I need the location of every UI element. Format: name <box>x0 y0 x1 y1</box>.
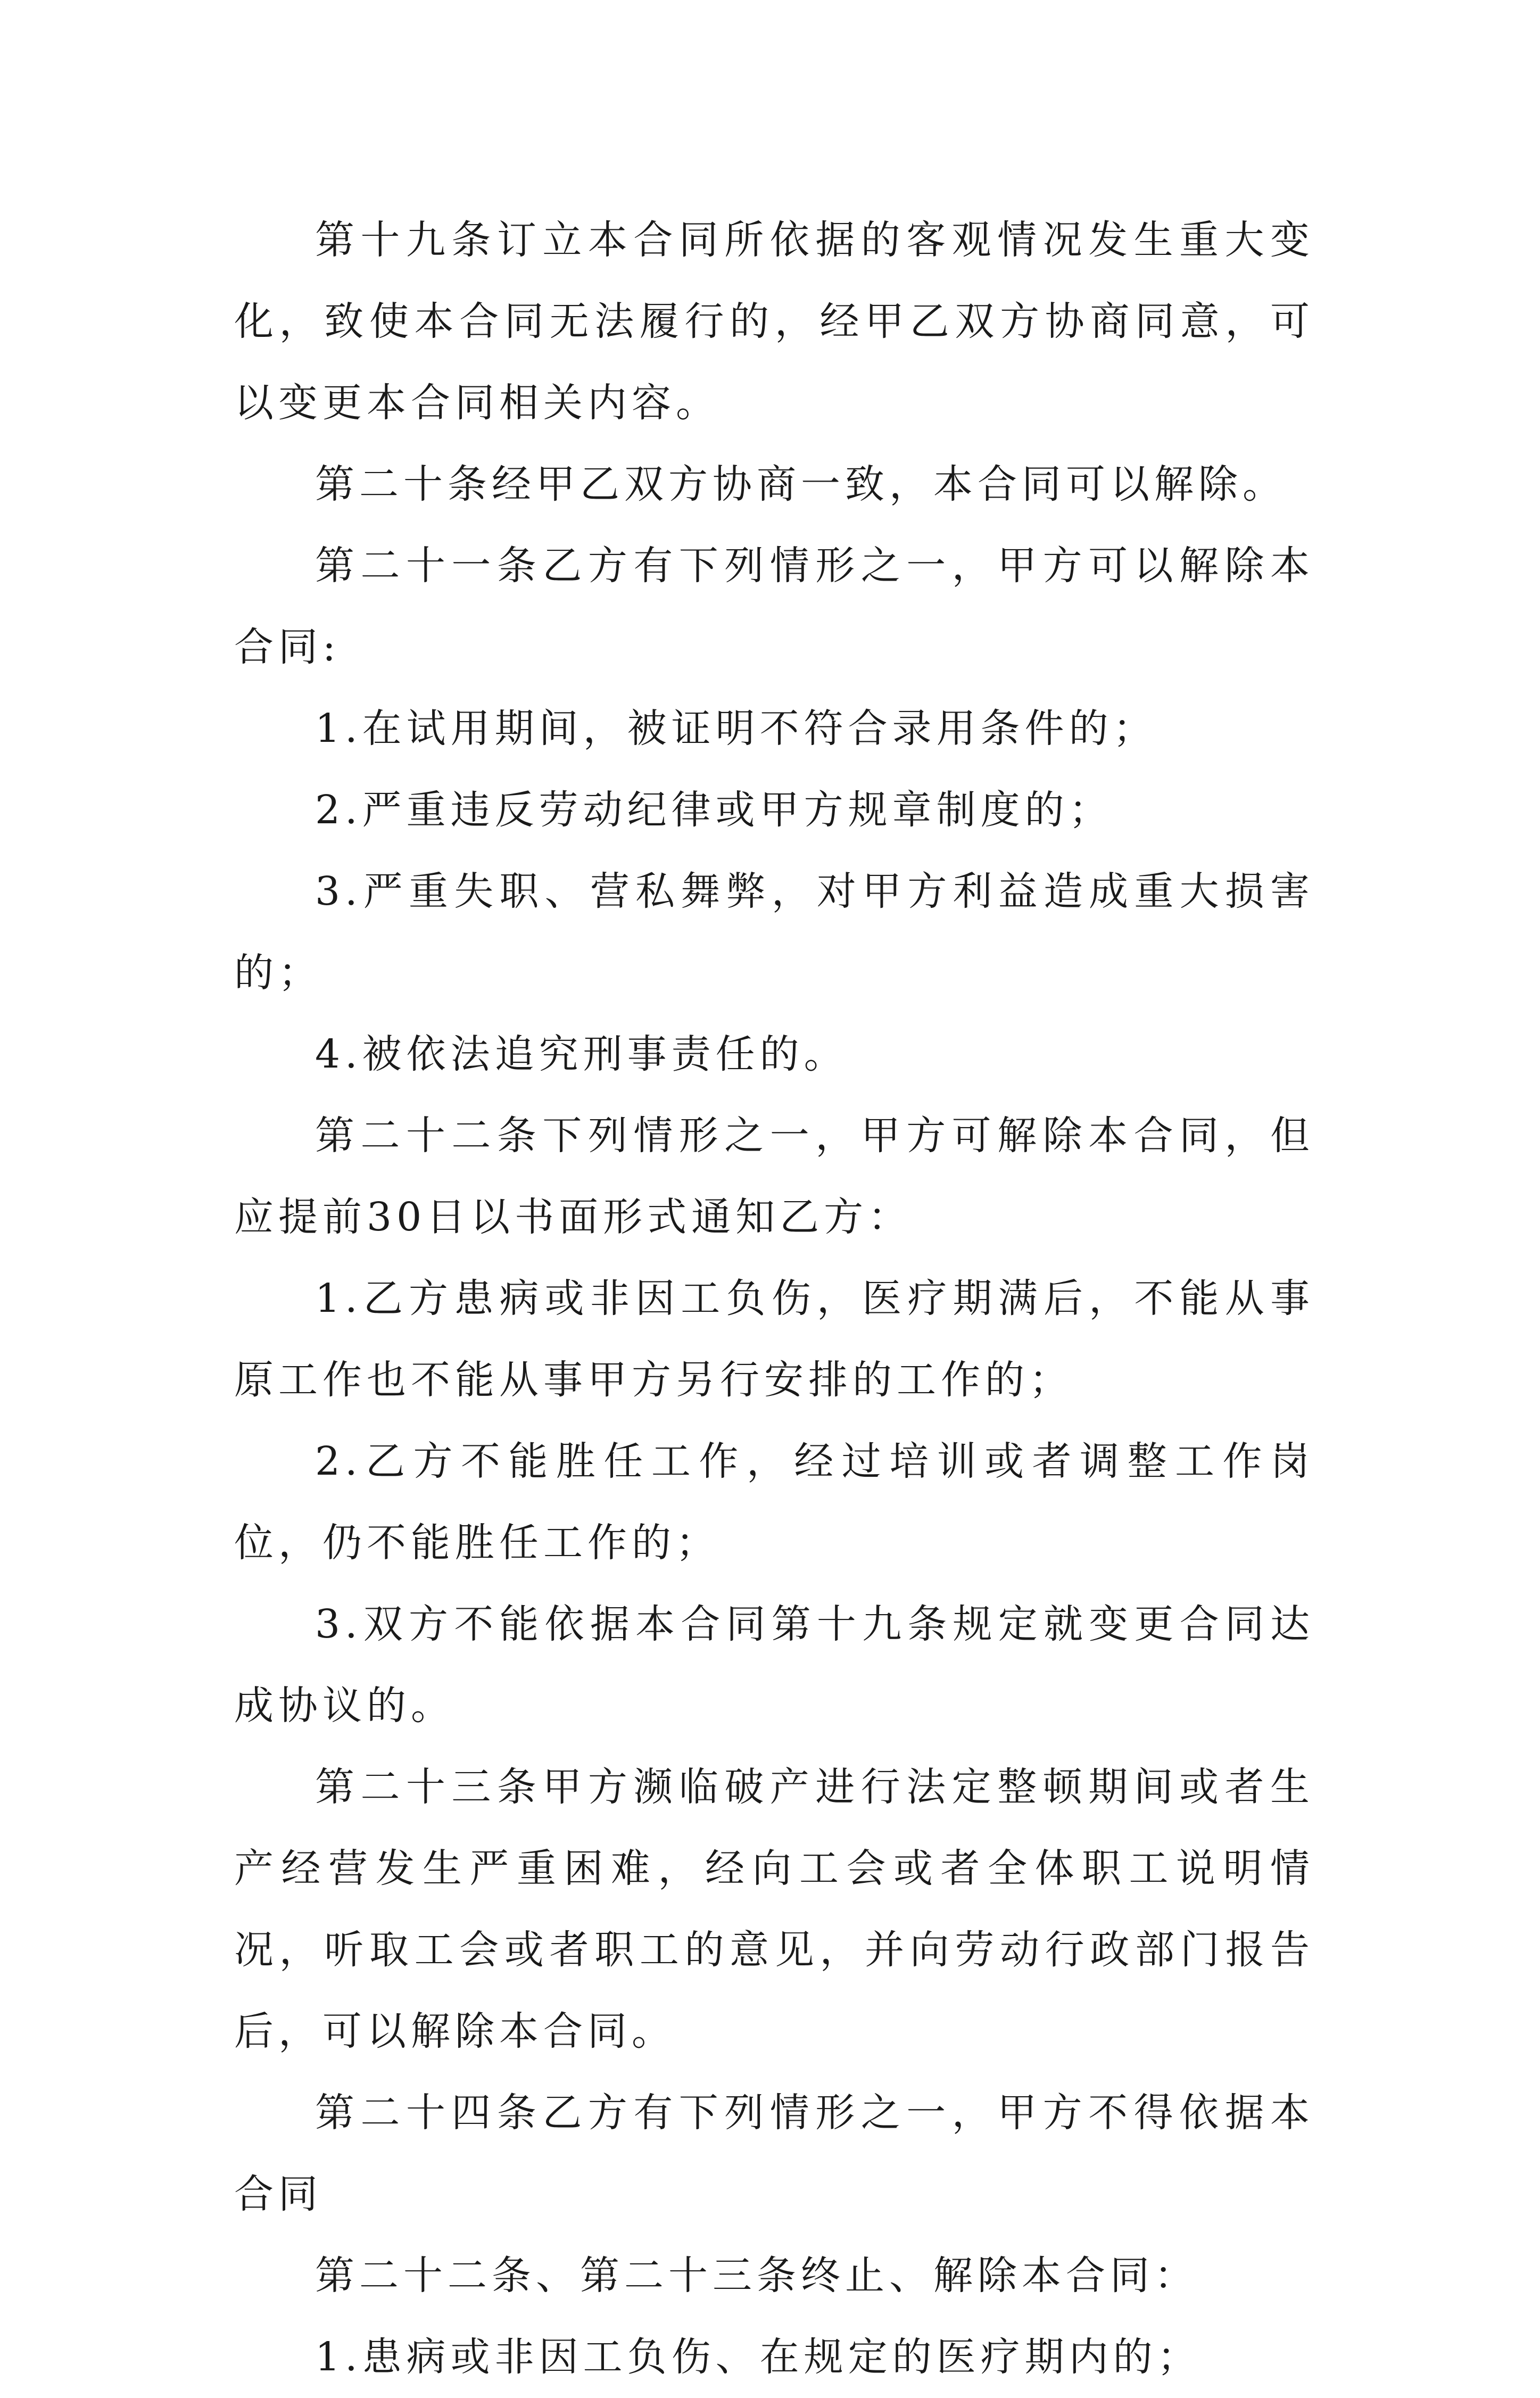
list-item-21-3: 3.严重失职、营私舞弊，对甲方利益造成重大损害的； <box>234 869 1314 996</box>
list-item-21-4: 4.被依法追究刑事责任的。 <box>315 1031 848 1077</box>
paragraph-article-24-cont: 第二十二条、第二十三条终止、解除本合同： <box>315 2253 1198 2298</box>
paragraph-article-22: 第二十二条下列情形之一，甲方可解除本合同，但应提前30日以书面形式通知乙方： <box>234 1113 1314 1240</box>
paragraph-article-20: 第二十条经甲乙双方协商一致，本合同可以解除。 <box>315 461 1287 507</box>
list-item-24-1: 1.患病或非因工负伤、在规定的医疗期内的； <box>315 2334 1202 2380</box>
list-item-21-2: 2.严重违反劳动纪律或甲方规章制度的； <box>315 787 1113 833</box>
paragraph-article-21: 第二十一条乙方有下列情形之一，甲方可以解除本合同: <box>234 543 1314 670</box>
paragraph-article-24: 第二十四条乙方有下列情形之一，甲方不得依据本合同 <box>234 2090 1314 2217</box>
paragraph-article-23: 第二十三条甲方濒临破产进行法定整顿期间或者生产经营发生严重困难，经向工会或者全体职工说明情况，听取工会或者职工的意见，并向劳动行政部门报告后，可以解除本合同。 <box>234 1764 1314 2054</box>
list-item-21-1: 1.在试用期间，被证明不符合录用条件的； <box>315 706 1157 751</box>
document-body <box>234 200 1314 2398</box>
list-item-22-2: 2.乙方不能胜任工作，经过培训或者调整工作岗位，仍不能胜任工作的； <box>234 1438 1314 1566</box>
paragraph-article-19: 第十九条订立本合同所依据的客观情况发生重大变化，致使本合同无法履行的，经甲乙双方协商同意，可以变更本合同相关内容。 <box>234 217 1314 426</box>
list-item-22-3: 3.双方不能依据本合同第十九条规定就变更合同达成协议的。 <box>234 1601 1314 1729</box>
list-item-22-1: 1.乙方患病或非因工负伤，医疗期满后，不能从事原工作也不能从事甲方另行安排的工作的； <box>234 1276 1314 1403</box>
